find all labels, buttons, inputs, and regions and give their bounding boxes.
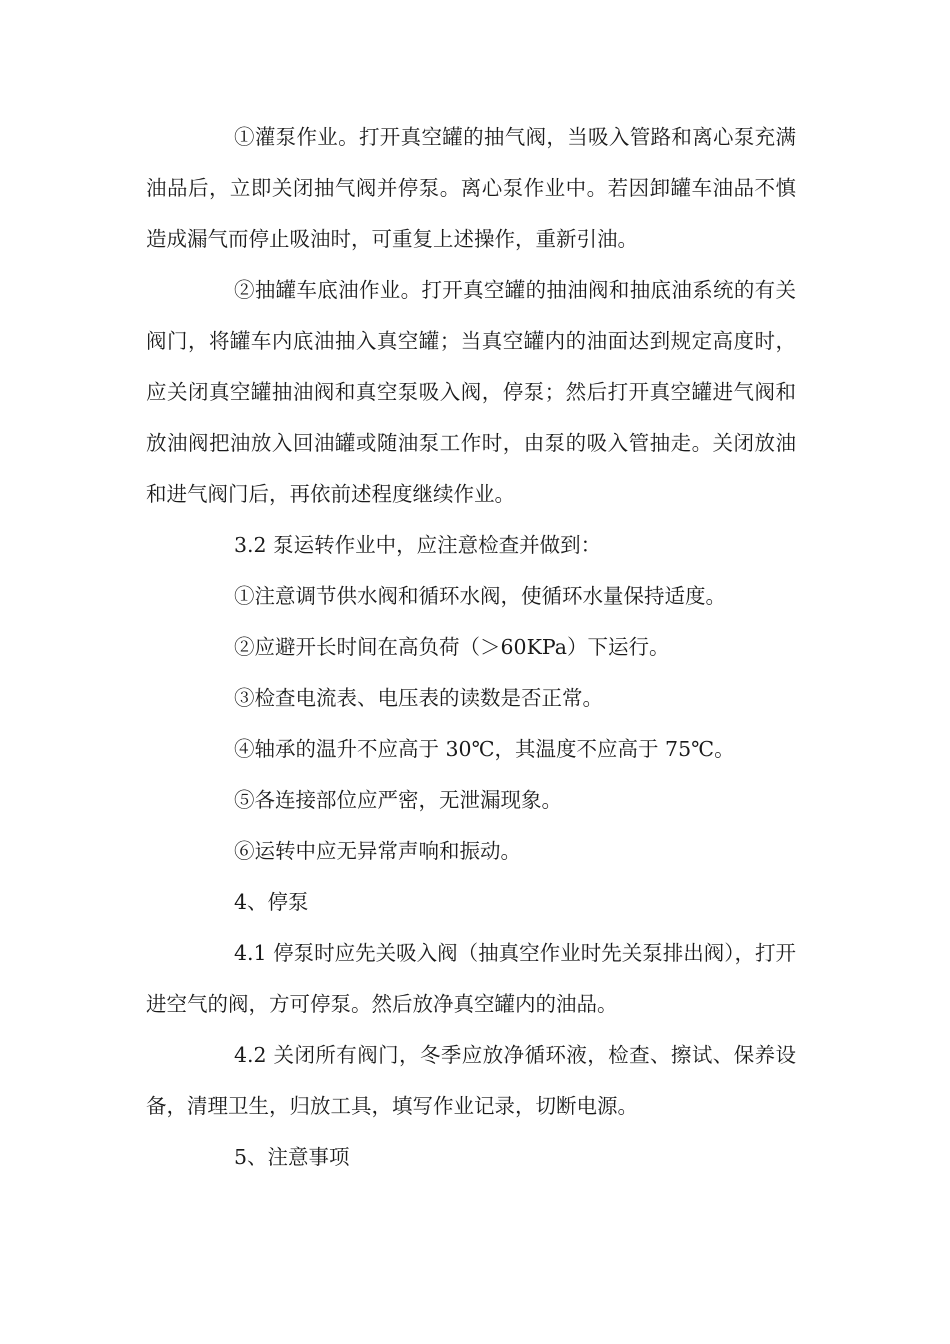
paragraph-check-item-6: ⑥运转中应无异常声响和振动。: [234, 839, 521, 863]
document-body: [146, 112, 796, 1183]
paragraph-check-item-5: ⑤各连接部位应严密，无泄漏现象。: [234, 788, 562, 812]
paragraph-section-3-2: 3.2 泵运转作业中，应注意检查并做到：: [234, 533, 602, 557]
paragraph-section-4-1: 4.1 停泵时应先关吸入阀（抽真空作业时先关泵排出阀），打开进空气的阀，方可停泵。然后放净真空罐内的油品。: [146, 941, 796, 1016]
paragraph-section-4-2: 4.2 关闭所有阀门，冬季应放净循环液，检查、擦试、保养设备，清理卫生，归放工具，填写作业记录，切断电源。: [146, 1043, 796, 1118]
paragraph-check-item-4: ④轴承的温升不应高于 30℃，其温度不应高于 75℃。: [234, 737, 735, 761]
paragraph-check-item-3: ③检查电流表、电压表的读数是否正常。: [234, 686, 603, 710]
paragraph-check-item-2: ②应避开长时间在高负荷（＞60KPa）下运行。: [234, 635, 670, 659]
paragraph-check-item-1: ①注意调节供水阀和循环水阀，使循环水量保持适度。: [234, 584, 726, 608]
section-heading-stop-pump: 4、停泵: [234, 890, 309, 914]
section-heading-precautions: 5、注意事项: [234, 1145, 350, 1169]
paragraph-tank-car-bottom-oil: ②抽罐车底油作业。打开真空罐的抽油阀和抽底油系统的有关阀门，将罐车内底油抽入真空罐；当真空罐内的油面达到规定高度时，应关闭真空罐抽油阀和真空泵吸入阀，停泵；然后打开真空罐进气阀和放油阀把油放入回油罐或随油泵工作时，由泵的吸入管抽走。关闭放油和进气阀门后，再依前述程度继续作业。: [146, 278, 796, 506]
paragraph-priming-pump: ①灌泵作业。打开真空罐的抽气阀，当吸入管路和离心泵充满油品后，立即关闭抽气阀并停泵。离心泵作业中。若因卸罐车油品不慎造成漏气而停止吸油时，可重复上述操作，重新引油。: [146, 125, 796, 251]
